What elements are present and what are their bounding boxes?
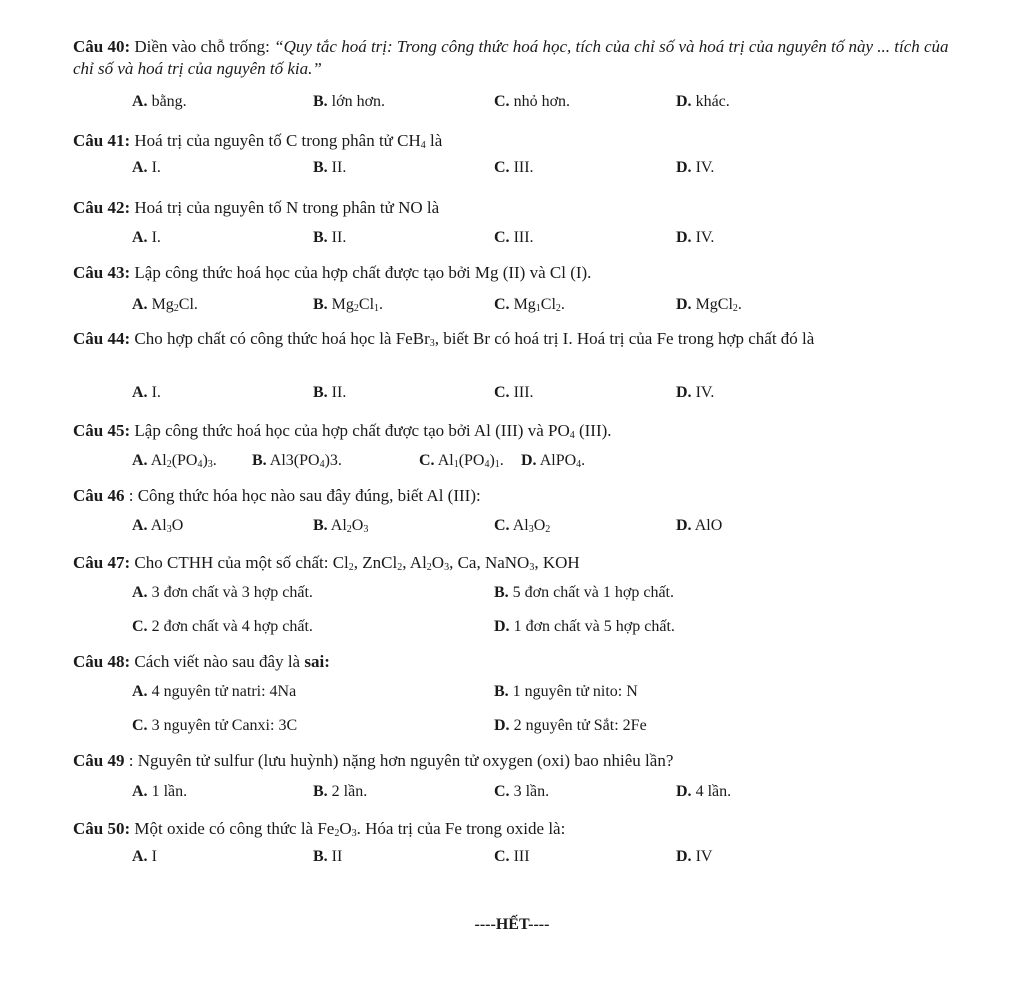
question-text: Diền vào chỗ trống: “Quy tắc hoá trị: Trong công thức hoá học, tích của chỉ số và hoá trị của nguyên tố này ... tích của chỉ số và hoá trị của nguyên tố kia.” bbox=[73, 37, 949, 78]
option-letter: C. bbox=[494, 93, 510, 110]
option-letter: D. bbox=[676, 93, 692, 110]
question-number: Câu 49 bbox=[73, 751, 125, 770]
option-text: I. bbox=[151, 229, 161, 246]
option-text: AlPO$_4$. bbox=[539, 452, 586, 470]
answer-option bbox=[132, 452, 217, 470]
question-text: Hoá trị của nguyên tố C trong phân tử $CH_4$ là bbox=[134, 131, 443, 151]
question-number: Câu 42: bbox=[73, 198, 131, 217]
question-stem bbox=[73, 750, 964, 772]
option-letter: C. bbox=[132, 717, 148, 734]
option-letter: C. bbox=[132, 618, 148, 635]
question-number: Câu 46 bbox=[73, 486, 125, 505]
option-letter: B. bbox=[313, 384, 328, 401]
option-letter: C. bbox=[494, 159, 510, 176]
answer-option bbox=[313, 93, 385, 111]
option-text: $Al_3O$ bbox=[150, 517, 184, 535]
question-number: Câu 50: bbox=[73, 819, 131, 838]
option-text: $Al3(PO_4)3$. bbox=[269, 452, 342, 470]
option-text: $Mg_2Cl_1$. bbox=[331, 296, 384, 314]
option-letter: C. bbox=[494, 848, 510, 865]
question-number: Câu 44: bbox=[73, 329, 131, 348]
option-text: 3 đơn chất và 3 hợp chất. bbox=[151, 584, 313, 601]
option-letter: C. bbox=[494, 384, 510, 401]
option-letter: B. bbox=[313, 848, 328, 865]
answer-option bbox=[132, 717, 297, 735]
answer-option bbox=[494, 517, 550, 535]
option-text: II. bbox=[331, 229, 347, 246]
option-text: I. bbox=[151, 384, 161, 401]
answer-option bbox=[132, 848, 157, 866]
option-text: MgCl$_2$. bbox=[695, 296, 742, 314]
option-letter: A. bbox=[132, 229, 148, 246]
answer-option bbox=[494, 229, 534, 247]
question-stem bbox=[73, 651, 964, 673]
answer-option bbox=[132, 783, 187, 801]
option-letter: B. bbox=[252, 452, 267, 469]
answer-option bbox=[494, 618, 675, 636]
option-letter: C. bbox=[494, 783, 510, 800]
answer-option bbox=[132, 159, 161, 177]
option-letter: B. bbox=[313, 783, 328, 800]
answer-option bbox=[494, 848, 530, 866]
option-text: 1 đơn chất và 5 hợp chất. bbox=[513, 618, 675, 635]
question-text: Cho hợp chất có công thức hoá học là FeBr$_3$, biết Br có hoá trị I. Hoá trị của Fe trong hợp chất đó là bbox=[134, 329, 815, 349]
answer-option bbox=[313, 159, 346, 177]
option-letter: B. bbox=[313, 229, 328, 246]
option-text: 4 nguyên tử natri: 4Na bbox=[151, 683, 297, 700]
answer-option bbox=[676, 93, 730, 111]
option-letter: D. bbox=[676, 296, 692, 313]
answer-option bbox=[494, 783, 549, 801]
option-text: III bbox=[513, 848, 530, 865]
option-letter: D. bbox=[676, 159, 692, 176]
answer-option bbox=[132, 384, 161, 402]
option-text: II. bbox=[331, 159, 347, 176]
option-letter: A. bbox=[132, 296, 148, 313]
answer-option bbox=[494, 296, 565, 314]
question-text: : Nguyên tử sulfur (lưu huỳnh) nặng hơn nguyên tử oxygen (oxi) bao nhiêu lần? bbox=[128, 751, 674, 770]
answer-option bbox=[132, 584, 313, 602]
answer-option bbox=[313, 296, 383, 314]
answer-option bbox=[313, 384, 346, 402]
option-text: III. bbox=[513, 159, 534, 176]
option-text: IV. bbox=[695, 384, 715, 401]
option-letter: A. bbox=[132, 384, 148, 401]
option-letter: C. bbox=[494, 517, 510, 534]
answer-option bbox=[676, 229, 714, 247]
end-marker: ----HẾT---- bbox=[474, 916, 550, 933]
option-letter: B. bbox=[313, 159, 328, 176]
answer-option bbox=[521, 452, 585, 470]
option-letter: C. bbox=[419, 452, 435, 469]
option-text: IV bbox=[695, 848, 713, 865]
option-text: 2 đơn chất và 4 hợp chất. bbox=[151, 618, 313, 635]
option-letter: D. bbox=[676, 783, 692, 800]
option-letter: D. bbox=[676, 229, 692, 246]
answer-option bbox=[676, 384, 714, 402]
answer-option bbox=[132, 618, 313, 636]
option-letter: D. bbox=[494, 618, 510, 635]
option-text: bằng. bbox=[151, 93, 187, 110]
question-number: Câu 43: bbox=[73, 263, 131, 282]
option-letter: A. bbox=[132, 683, 148, 700]
question-number: Câu 48: bbox=[73, 652, 131, 671]
question-stem bbox=[73, 420, 964, 442]
question-text: Cho CTHH của một số chất: $Cl_2$, ZnCl$_2$, $Al_2O_3$, Ca, NaNO$_3$, KOH bbox=[134, 553, 580, 573]
option-letter: A. bbox=[132, 159, 148, 176]
option-letter: A. bbox=[132, 783, 148, 800]
option-letter: C. bbox=[494, 229, 510, 246]
question-number: Câu 47: bbox=[73, 553, 131, 572]
question-text: Lập công thức hoá học của hợp chất được tạo bởi Mg (II) và Cl (I). bbox=[134, 263, 592, 282]
option-text: IV. bbox=[695, 229, 715, 246]
answer-option bbox=[132, 517, 183, 535]
option-letter: D. bbox=[494, 717, 510, 734]
option-text: AlO bbox=[694, 517, 723, 534]
question-text: Một oxide có công thức là $Fe_2O_3$. Hóa trị của Fe trong oxide là: bbox=[134, 819, 566, 839]
option-letter: C. bbox=[494, 296, 510, 313]
option-text: nhỏ hơn. bbox=[513, 93, 571, 110]
option-text: II bbox=[331, 848, 343, 865]
answer-option bbox=[313, 229, 346, 247]
answer-option bbox=[313, 783, 367, 801]
answer-option bbox=[132, 93, 187, 111]
option-text: 2 lần. bbox=[331, 783, 368, 800]
option-letter: A. bbox=[132, 93, 148, 110]
question-stem bbox=[73, 262, 964, 284]
option-text: $Mg_1Cl_2$. bbox=[513, 296, 565, 314]
question-stem bbox=[73, 818, 964, 840]
option-letter: B. bbox=[494, 584, 509, 601]
question-number: Câu 41: bbox=[73, 131, 131, 150]
option-letter: A. bbox=[132, 848, 148, 865]
answer-option bbox=[676, 296, 742, 314]
option-text: I. bbox=[151, 159, 161, 176]
answer-option bbox=[419, 452, 504, 470]
question-stem bbox=[73, 36, 964, 80]
option-letter: D. bbox=[676, 384, 692, 401]
option-text: IV. bbox=[695, 159, 715, 176]
question-stem bbox=[73, 552, 964, 574]
answer-option bbox=[252, 452, 342, 470]
question-stem bbox=[73, 328, 964, 350]
option-text: khác. bbox=[695, 93, 730, 110]
option-letter: D. bbox=[676, 848, 692, 865]
question-text: Hoá trị của nguyên tố N trong phân tử NO là bbox=[134, 198, 440, 217]
option-letter: D. bbox=[676, 517, 692, 534]
option-text: III. bbox=[513, 384, 534, 401]
option-text: 4 lần. bbox=[695, 783, 732, 800]
option-letter: B. bbox=[313, 296, 328, 313]
option-text: $Al_1(PO_4)_1$. bbox=[437, 452, 504, 470]
option-letter: D. bbox=[521, 452, 537, 469]
option-text: $Al_3O_2$ bbox=[512, 517, 551, 535]
question-number: Câu 45: bbox=[73, 421, 131, 440]
answer-option bbox=[313, 517, 368, 535]
answer-option bbox=[494, 159, 534, 177]
option-text: II. bbox=[331, 384, 347, 401]
option-text: $Al_2(PO_4)_3$. bbox=[150, 452, 217, 470]
option-letter: B. bbox=[313, 517, 328, 534]
answer-option bbox=[494, 683, 638, 701]
option-text: III. bbox=[513, 229, 534, 246]
answer-option bbox=[494, 584, 674, 602]
question-stem bbox=[73, 485, 964, 507]
answer-option bbox=[132, 296, 198, 314]
option-text: 2 nguyên tử Sắt: 2Fe bbox=[513, 717, 647, 734]
option-text: 3 lần. bbox=[513, 783, 550, 800]
option-letter: B. bbox=[313, 93, 328, 110]
option-text: lớn hơn. bbox=[331, 93, 386, 110]
option-text: 1 lần. bbox=[151, 783, 188, 800]
answer-option bbox=[676, 848, 712, 866]
option-letter: A. bbox=[132, 584, 148, 601]
question-stem bbox=[73, 197, 964, 219]
answer-option bbox=[494, 717, 647, 735]
option-text: $Al_2O_3$ bbox=[330, 517, 369, 535]
option-text: 5 đơn chất và 1 hợp chất. bbox=[512, 584, 674, 601]
answer-option bbox=[676, 517, 722, 535]
option-text: I bbox=[151, 848, 157, 865]
question-text: Cách viết nào sau đây là sai: bbox=[134, 652, 330, 671]
option-letter: A. bbox=[132, 517, 148, 534]
question-stem bbox=[73, 130, 964, 152]
question-text: Lập công thức hoá học của hợp chất được tạo bởi Al (III) và $PO_4$ (III). bbox=[134, 421, 612, 441]
answer-option bbox=[676, 783, 731, 801]
option-text: $Mg_2Cl$. bbox=[151, 296, 198, 314]
option-letter: A. bbox=[132, 452, 148, 469]
answer-option bbox=[676, 159, 714, 177]
option-letter: B. bbox=[494, 683, 509, 700]
option-text: 3 nguyên tử Canxi: 3C bbox=[151, 717, 298, 734]
question-text: : Công thức hóa học nào sau đây đúng, biết Al (III): bbox=[128, 486, 481, 505]
option-text: 1 nguyên tử nito: N bbox=[512, 683, 638, 700]
answer-option bbox=[132, 683, 296, 701]
question-number: Câu 40: bbox=[73, 37, 131, 56]
answer-option bbox=[494, 93, 570, 111]
answer-option bbox=[132, 229, 161, 247]
answer-option bbox=[494, 384, 534, 402]
answer-option bbox=[313, 848, 342, 866]
